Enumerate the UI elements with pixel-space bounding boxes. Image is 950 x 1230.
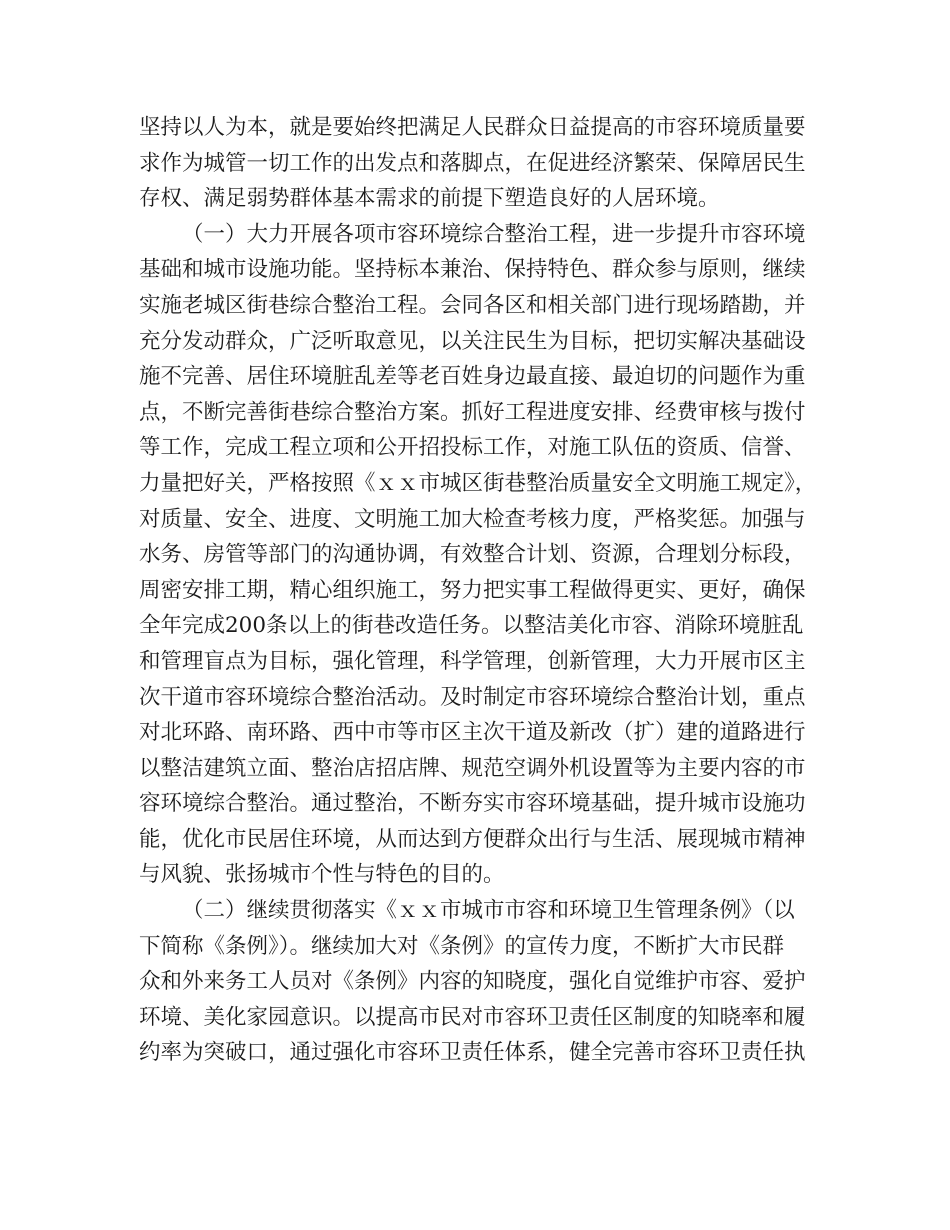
text-line: 实施老城区街巷综合整治工程。会同各区和相关部门进行现场踏勘，并 [139,292,806,318]
text-line: 求作为城管一切工作的出发点和落脚点，在促进经济繁荣、保障居民生 [139,150,806,176]
text-line: 环境、美化家园意识。以提高市民对市容环卫责任区制度的知晓率和履 [139,1004,806,1030]
text-line: 存权、满足弱势群体基本需求的前提下塑造良好的人居环境。 [139,186,720,212]
text-line: 坚持以人为本，就是要始终把满足人民群众日益提高的市容环境质量要 [139,115,806,140]
paragraph-heading-line: （二）继续贯彻落实《ｘｘ市城市市容和环境卫生管理条例》（以 [182,898,795,924]
text-line: 基础和城市设施功能。坚持标本兼治、保持特色、群众参与原则，继续 [139,257,806,283]
text-line: 次干道市容环境综合整治活动。及时制定市容环境综合整治计划，重点 [139,684,806,710]
text-line: 以整洁建筑立面、整治店招店牌、规范空调外机设置等为主要内容的市 [139,755,806,781]
text-line: 等工作，完成工程立项和公开招投标工作，对施工队伍的资质、信誉、 [139,435,806,461]
text-line: 下简称《条例》）。继续加大对《条例》的宣传力度，不断扩大市民群 [139,933,785,959]
text-line: 全年完成200条以上的街巷改造任务。以整洁美化市容、消除环境脏乱 [139,613,804,639]
text-line: 周密安排工期，精心组织施工，努力把实事工程做得更实、更好，确保 [139,577,806,603]
text-line: 充分发动群众，广泛听取意见，以关注民生为目标，把切实解决基础设 [139,328,806,354]
text-line: 水务、房管等部门的沟通协调，有效整合计划、资源，合理划分标段， [139,542,806,568]
text-line: 和管理盲点为目标，强化管理，科学管理，创新管理，大力开展市区主 [139,648,806,674]
text-line: 施不完善、居住环境脏乱差等老百姓身边最直接、最迫切的问题作为重 [139,364,806,390]
text-line: 约率为突破口，通过强化市容环卫责任体系，健全完善市容环卫责任执 [139,1040,806,1066]
text-line: 点，不断完善街巷综合整治方案。抓好工程进度安排、经费审核与拨付 [139,399,806,425]
text-line: 能，优化市民居住环境，从而达到方便群众出行与生活、展现城市精神 [139,826,806,852]
text-line: 对北环路、南环路、西中市等市区主次干道及新改（扩）建的道路进行 [139,720,806,746]
document-body [139,110,829,1071]
text-line: 与风貌、张扬城市个性与特色的目的。 [139,862,505,888]
text-line: 对质量、安全、进度、文明施工加大检查考核力度，严格奖惩。加强与 [139,506,806,532]
text-line: 众和外来务工人员对《条例》内容的知晓度，强化自觉维护市容、爱护 [139,969,806,995]
text-line: 容环境综合整治。通过整治，不断夯实市容环境基础，提升城市设施功 [139,791,806,817]
text-line: 力量把好关，严格按照《ｘｘ市城区街巷整治质量安全文明施工规定》， [139,470,817,496]
paragraph-heading-line: （一）大力开展各项市容环境综合整治工程，进一步提升市容环境 [182,221,806,247]
